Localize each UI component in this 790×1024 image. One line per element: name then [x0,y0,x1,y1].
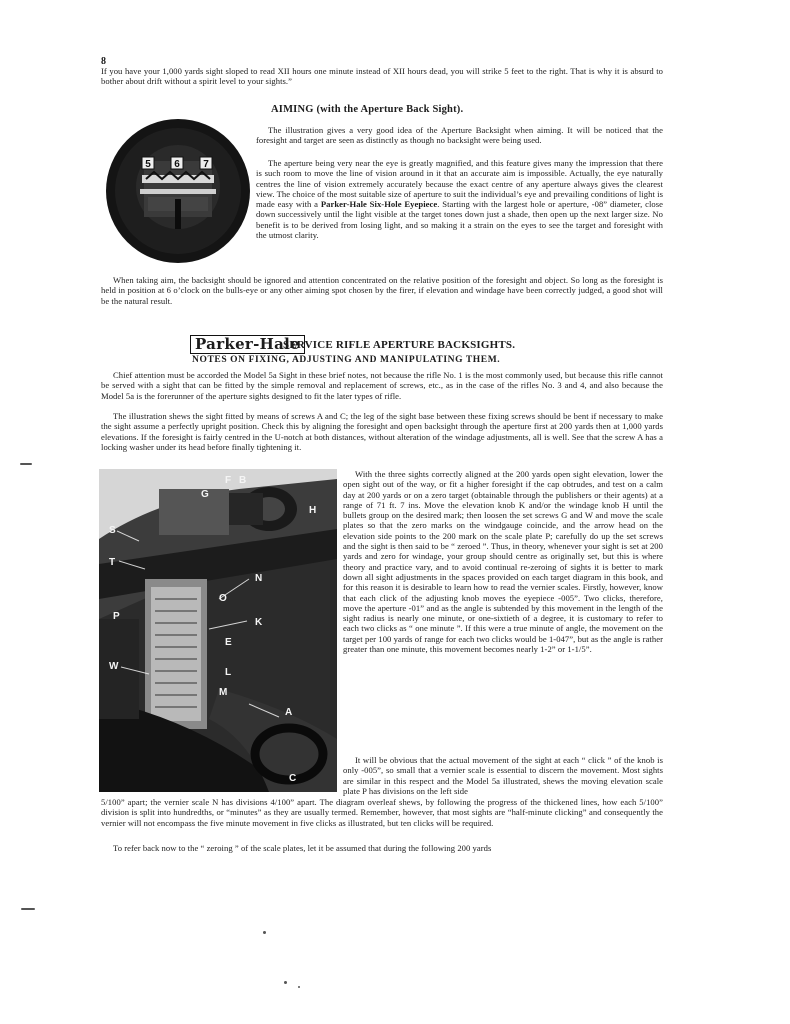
target-number-5: 5 [145,159,151,170]
service-heading: SERVICE RIFLE APERTURE BACKSIGHTS. [283,339,516,351]
figure-label-o: O [219,593,227,604]
figure-label-g: G [201,489,209,500]
aperture-sight-illustration [104,117,252,265]
figure-label-b: B [239,475,247,486]
scan-speck [263,931,266,934]
figure-label-e: E [225,637,232,648]
scan-mark [20,463,32,465]
parker-hale-logo: Parker-Hale [190,335,305,354]
figure-label-m: M [219,687,228,698]
figure-label-c: C [289,773,297,784]
figure-label-a: A [285,707,293,718]
service-paragraph-2: The illustration shews the sight fitted by means of screws A and C; the leg of the sight base between these fixing screws should be bent if necessary to make the sight assume a perfectly upright position. Check this by aligning the foresight and open backsight through the aperture first at 200 yards then at 1,000 yards elevations. If the foresight is fairly centred in the U-notch at both distances, without alteration of the windage adjustments, all is well. See that the screw A has a locking washer under its head before finally tightening it. [101,411,663,452]
figure-label-s: S [109,525,116,536]
target-number-6: 6 [174,159,180,170]
service-paragraph-1: Chief attention must be accorded the Model 5a Sight in these brief notes, not because the rifle No. 1 is the most commonly used, but because this rifle cannot be served with a sight that can be fitted by the simple removal and replacement of screws, etc., as in the case of the rifles No. 3 and 4, and also because the Model 5a is the forerunner of the aperture sights designed to fit the later types of rifle. [101,370,663,401]
rifle-sight-photograph [99,469,337,792]
eyepiece-product-name: Parker-Hale Six-Hole Eyepiece [320,199,438,210]
aiming-paragraph-1: The illustration gives a very good idea of the Aperture Backsight when aiming. It will be noticed that the foresight and target are seen as distinctly as though no backsight were being used. [256,125,663,146]
aiming-heading: AIMING (with the Aperture Back Sight). [271,104,464,115]
figure-label-h: H [309,505,317,516]
aiming-paragraph-3: When taking aim, the backsight should be ignored and attention concentrated on the relative position of the foresight and object. So long as the foresight is held in position at 6 o’clock on the bulls-eye or any other aiming spot chosen by the firer, if elevation and windage have been correctly judged, a good shot will be the natural result. [101,275,663,306]
service-paragraph-4: It will be obvious that the actual movement of the sight at each “ click ” of the knob is only -005”, so small that a vernier scale is essential to discern the movement. Most sights are similar in this respect and the Model 5a illustrated, shews the moving elevation scale plate P has divisions on the left side [343,755,663,796]
service-subheading: NOTES ON FIXING, ADJUSTING AND MANIPULATING THEM. [192,355,501,365]
service-paragraph-5: 5/100” apart; the vernier scale N has divisions 4/100” apart. The diagram overleaf shews, by following the progress of the thickened lines, how each 5/100” division is split into hundredths, or “minutes” as they are usually termed. Remember, however, that most sights are “half-minute clicking” and consequently the vernier will not encompass the five minute movement in five clicks as illustrated, but ten clicks will be required. [101,797,663,828]
aiming-paragraph-2: The aperture being very near the eye is greatly magnified, and this feature gives many the impression that there is such room to move the line of vision around in it that an accurate aim is impossible. Actually, the eye naturally centres the line of vision extremely accurately because the exact centre of any aperture always gives the clearest view. The choice of the most suitable size of aperture to suit the individual’s eye and prevailing conditions of light is made easy with a Parker-Hale Six-Hole Eyepiece. Starting with the largest hole or aperture, -08” diameter, close down successively until the light visible at the target tones down just a shade, then open up the next larger size. No benefit is to be derived from losing light, and so making it a strain on the eyes to see the target and foresight with the utmost clarity. [256,158,663,241]
page-number: 8 [101,56,106,67]
scan-speck [298,986,300,988]
figure-label-k: K [255,617,263,628]
scan-speck [284,981,287,984]
figure-label-f: F [225,475,232,486]
figure-label-l: L [225,667,232,678]
service-paragraph-3: With the three sights correctly aligned at the 200 yards open sight elevation, lower the open sight out of the way, or fit a higher foresight if the cap obtrudes, and test on a calm day at 200 yards or on a zero target (obtainable through the publishers or their agents) at a range of 71 ft. 7 ins. Move the elevation knob K and/or the windage knob H until the bullets group on the desired mark; then loosen the set screws G and W and move the scale plates so that the zero marks on the windgauge coincide, and the arrow head on the elevation side points to the 200 mark on the scale plate P; carefully do up the set screws and the sight is then said to be “ zeroed ”. Thus, in theory, whenever your sight is set at 200 yards and zero for windage, your group should centre as originally set, but this is where theory and practice vary, and to avoid continual re-zeroing of sights it is better to mark down all sight adjustments in the spaces provided on each target diagram in this book, and for this reason it is desirable to learn how to read the vernier scales. Firstly, however, know that each click of the adjusting knob moves the eyepiece -005”. Two clicks, therefore, move the aperture -01” and as the angle is subtended by this movement in the length of the sight radius is nearly one minute, or one-sixtieth of a degree, it is customary to refer to each two clicks as “ one minute ”. If this were a true minute of angle, the movement on the target per 100 yards of range for each two clicks would be 1-047”, but as the angle is rather greater than one minute, this movement becomes nearly 1-2” or 1-1/5”. [343,469,663,655]
target-number-7: 7 [203,159,209,170]
service-paragraph-6: To refer back now to the “ zeroing ” of the scale plates, let it be assumed that during the following 200 yards [113,843,492,853]
scan-mark [21,908,35,910]
figure-label-w: W [109,661,119,672]
figure-label-n: N [255,573,263,584]
intro-paragraph: If you have your 1,000 yards sight sloped to read XII hours one minute instead of XII hours dead, you will strike 5 feet to the right. That is why it is absurd to bother about drift without a spirit level to your sights.” [101,66,663,87]
figure-label-p: P [113,611,120,622]
figure-label-t: T [109,557,116,568]
